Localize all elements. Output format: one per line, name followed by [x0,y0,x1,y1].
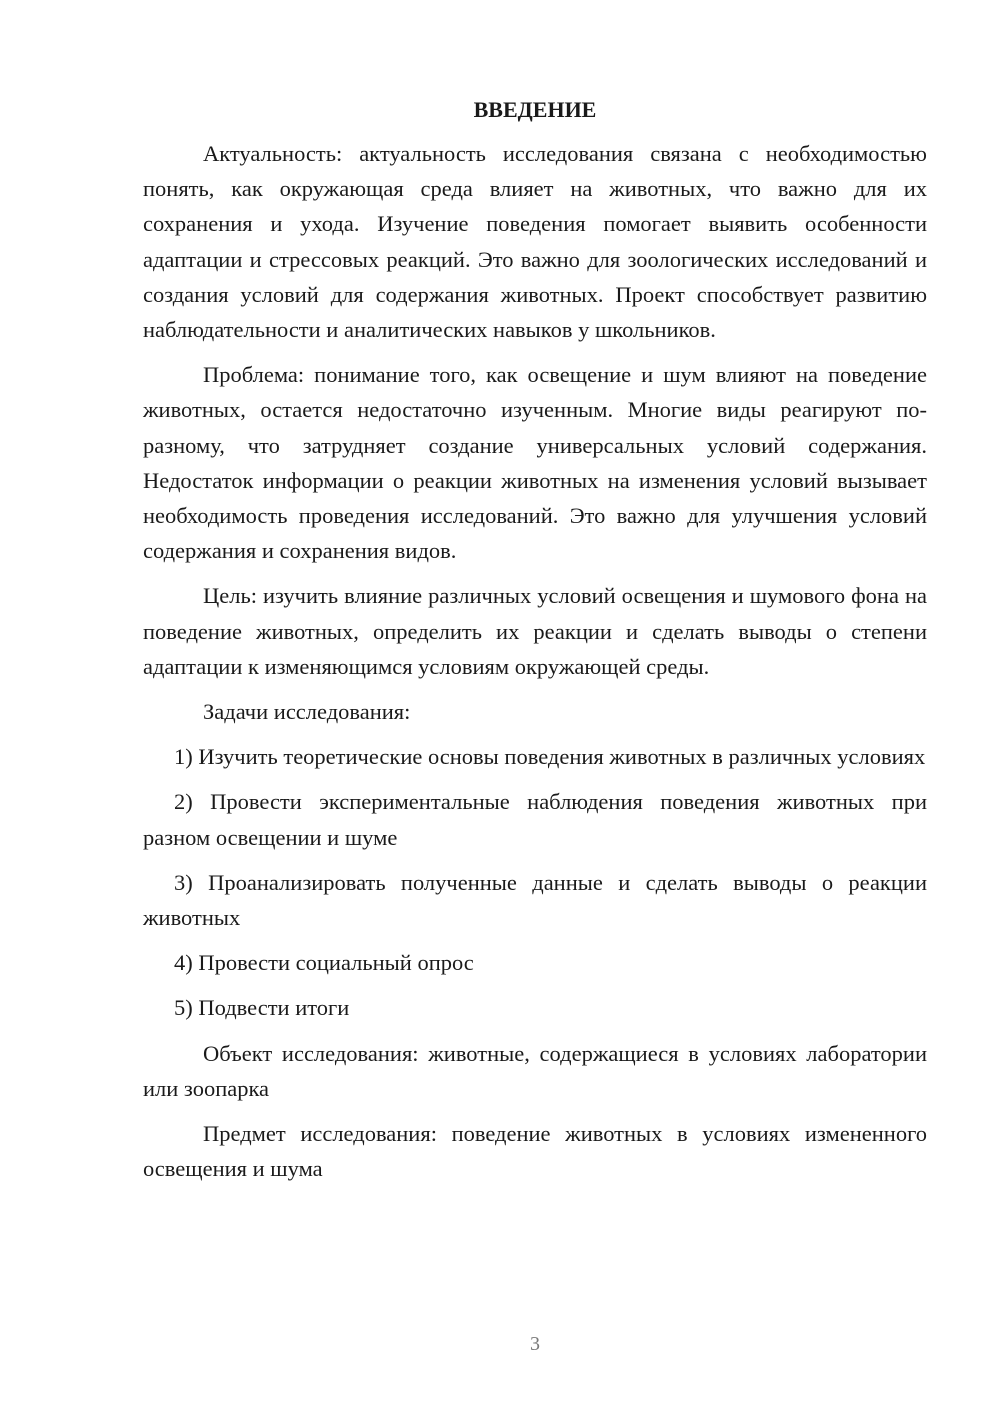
task-item-5: 5) Подвести итоги [174,995,350,1021]
problem-paragraph: Проблема: понимание того, как освещение и шум влияют на поведение животных, остается недостаточно изученным. Многие виды реагируют по-разному, что затрудняет создание универсальных условий содержания. Недостаток информации о реакции животных на изменения условий вызывает необходимость проведения исследований. Это важно для улучшения условий содержания и сохранения видов. [143,362,927,564]
object-paragraph: Объект исследования: животные, содержащиеся в условиях лаборатории или зоопарка [143,1040,927,1101]
task-item-2: 2) Провести экспериментальные наблюдения поведения животных при разном освещении и шуме [143,789,927,850]
task-item-1: 1) Изучить теоретические основы поведения животных в различных условиях [174,744,926,770]
page-number: 3 [530,1333,540,1355]
document-page [143,92,927,1186]
subject-paragraph: Предмет исследования: поведение животных в условиях измененного освещения и шума [143,1121,927,1182]
tasks-heading: Задачи исследования: [203,699,411,725]
relevance-paragraph: Актуальность: актуальность исследования связана с необходимостью понять, как окружающая среда влияет на животных, что важно для их сохранения и ухода. Изучение поведения помогает выявить особенности адаптации и стрессовых реакций. Это важно для зоологических исследований и создания условий для содержания животных. Проект способствует развитию наблюдательности и аналитических навыков у школьников. [143,141,927,343]
task-item-4: 4) Провести социальный опрос [174,950,474,976]
goal-paragraph: Цель: изучить влияние различных условий освещения и шумового фона на поведение животных, определить их реакции и сделать выводы о степени адаптации к изменяющимся условиям окружающей среды. [143,583,927,679]
page-title: ВВЕДЕНИЕ [473,97,597,122]
task-item-3: 3) Проанализировать полученные данные и сделать выводы о реакции животных [143,869,927,931]
